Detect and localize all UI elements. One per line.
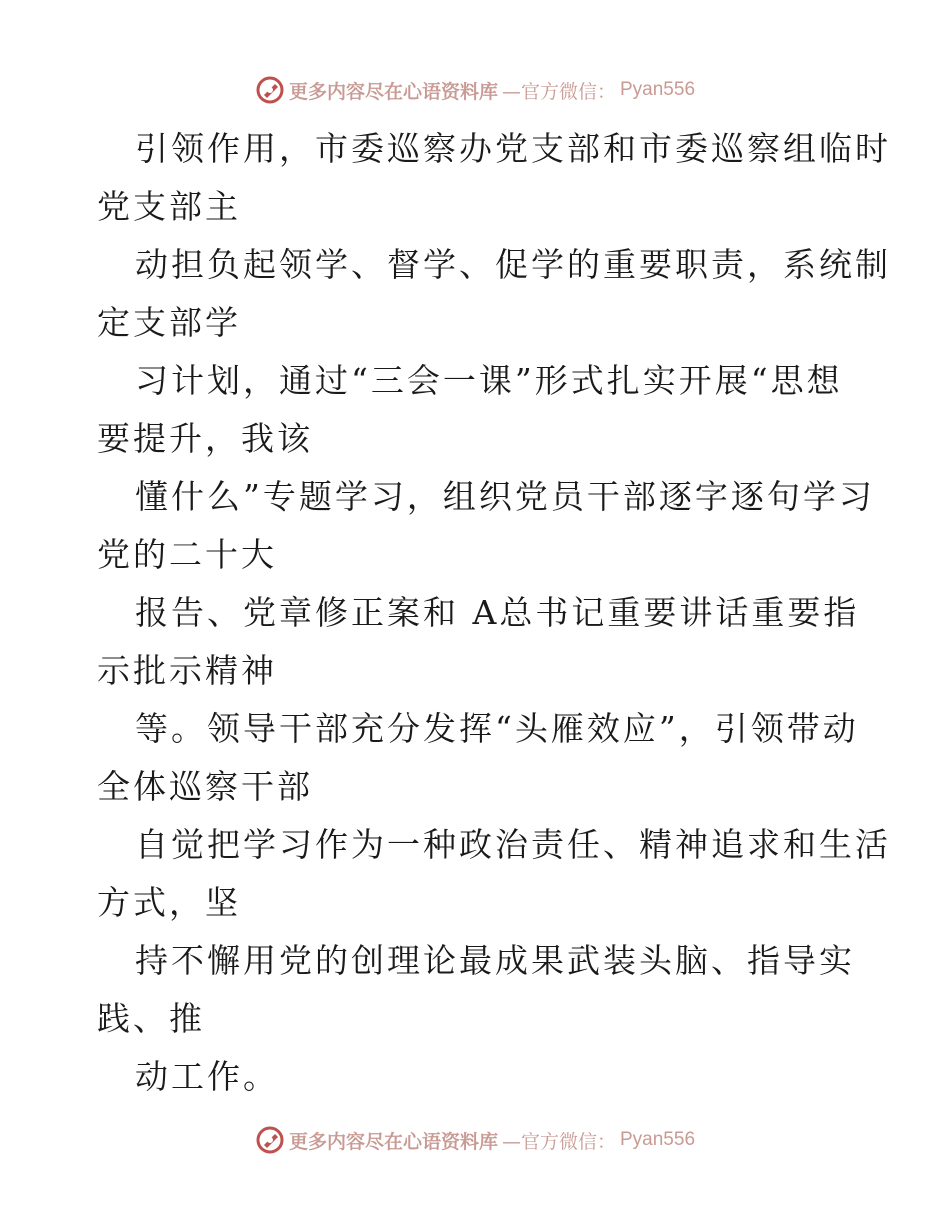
text-line: 持不懈用党的创理论最成果武装头脑、指导实 bbox=[135, 941, 855, 980]
text-line: 示批示精神 bbox=[97, 651, 277, 690]
watermark-text: 更多内容尽在心语资料库 bbox=[288, 80, 498, 103]
text-line: 要提升，我该 bbox=[97, 419, 313, 458]
text-line: 动担负起领学、督学、促学的重要职责，系统制 bbox=[135, 245, 891, 284]
text-line: 党支部主 bbox=[97, 187, 241, 226]
watermark-separator: —官方微信： bbox=[501, 80, 616, 103]
watermark-text: 更多内容尽在心语资料库 bbox=[288, 1130, 498, 1153]
seal-icon bbox=[255, 75, 285, 105]
text-line: 自觉把学习作为一种政治责任、精神追求和生活 bbox=[135, 825, 891, 864]
text-line: 习计划，通过“三会一课”形式扎实开展“思想 bbox=[135, 361, 843, 400]
header-watermark bbox=[0, 70, 950, 110]
text-line: 践、推 bbox=[97, 999, 205, 1038]
text-line: 报告、党章修正案和 A总书记重要讲话重要指 bbox=[135, 593, 860, 632]
body-text bbox=[97, 120, 891, 1106]
text-line: 党的二十大 bbox=[97, 535, 277, 574]
text-line: 动工作。 bbox=[135, 1057, 279, 1096]
watermark-separator: —官方微信： bbox=[501, 1130, 616, 1153]
text-line: 引领作用，市委巡察办党支部和市委巡察组临时 bbox=[135, 129, 891, 168]
text-line: 全体巡察干部 bbox=[97, 767, 313, 806]
text-line: 方式，坚 bbox=[97, 883, 241, 922]
watermark-account: Pyan556 bbox=[620, 79, 696, 100]
text-line: 等。领导干部充分发挥“头雁效应”，引领带动 bbox=[135, 709, 859, 748]
text-line: 定支部学 bbox=[97, 303, 241, 342]
footer-watermark bbox=[0, 1120, 950, 1160]
seal-icon bbox=[255, 1125, 285, 1155]
watermark-account: Pyan556 bbox=[620, 1129, 696, 1150]
text-line: 懂什么”专题学习，组织党员干部逐字逐句学习 bbox=[135, 477, 875, 516]
